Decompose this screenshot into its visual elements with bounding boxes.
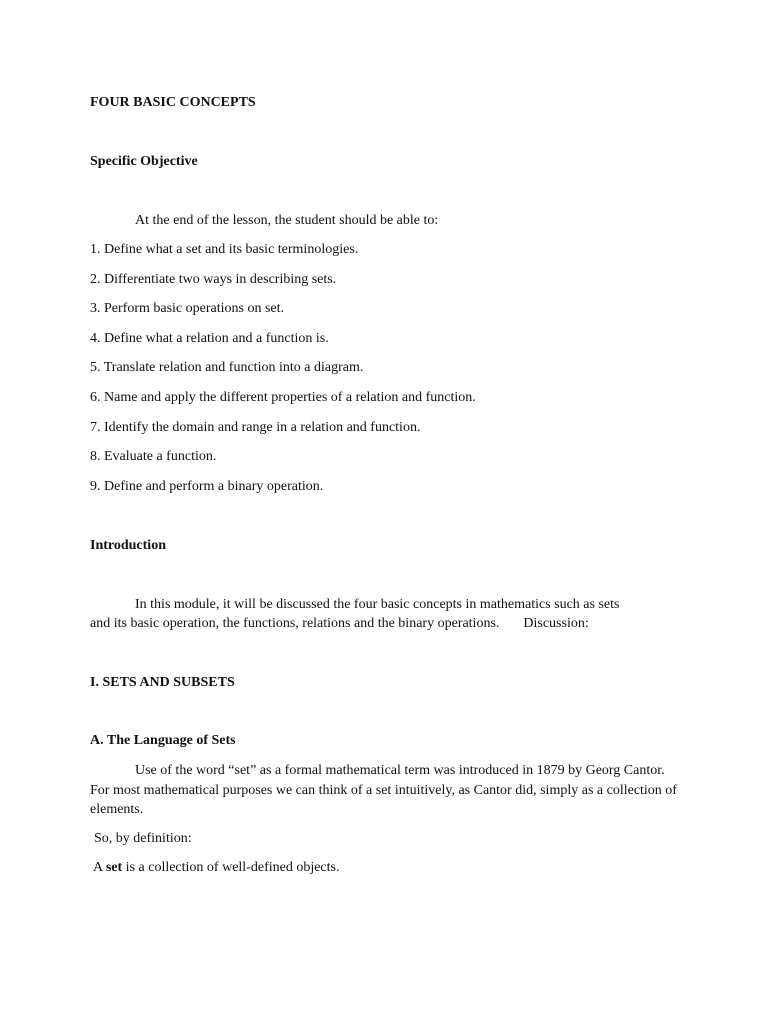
objective-item: 4. Define what a relation and a function is. — [90, 330, 329, 346]
definition-rest: is a collection of well-defined objects. — [122, 860, 340, 875]
objective-list — [90, 240, 476, 506]
definition-line — [93, 858, 340, 878]
objective-item: 2. Differentiate two ways in describing sets. — [90, 271, 337, 287]
introduction-text-2: and its basic operation, the functions, relations and the binary operations. — [90, 616, 500, 631]
objective-item: 6. Name and apply the different properties of a relation and function. — [90, 389, 476, 405]
sets-paragraph: Use of the word “set” as a formal mathematical term was introduced in 1879 by Georg Cantor. For most mathematical purposes we can think of a set intuitively, as Cantor did, simply as a collection of elements. — [90, 763, 677, 817]
introduction-line-2 — [90, 614, 589, 634]
introduction-line-1: In this module, it will be discussed the four basic concepts in mathematics such as sets — [135, 597, 620, 612]
objective-item: 8. Evaluate a function. — [90, 449, 217, 465]
definition-term: set — [105, 860, 123, 875]
objective-item: 3. Perform basic operations on set. — [90, 301, 285, 317]
document-title: FOUR BASIC CONCEPTS — [90, 95, 256, 110]
section-heading-sets: I. SETS AND SUBSETS — [90, 675, 235, 690]
objective-heading: Specific Objective — [90, 154, 198, 169]
discussion-label: Discussion: — [523, 616, 589, 631]
objective-item: 9. Define and perform a binary operation. — [90, 478, 324, 494]
objective-lead: At the end of the lesson, the student should be able to: — [135, 213, 439, 228]
objective-item: 7. Identify the domain and range in a relation and function. — [90, 419, 421, 435]
objective-item: 5. Translate relation and function into a diagram. — [90, 360, 364, 376]
introduction-heading: Introduction — [90, 538, 166, 553]
definition-lead: So, by definition: — [94, 831, 192, 846]
subsection-heading-language-of-sets: A. The Language of Sets — [90, 733, 236, 748]
definition-prefix: A — [93, 860, 106, 875]
objective-item: 1. Define what a set and its basic terminologies. — [90, 242, 359, 257]
